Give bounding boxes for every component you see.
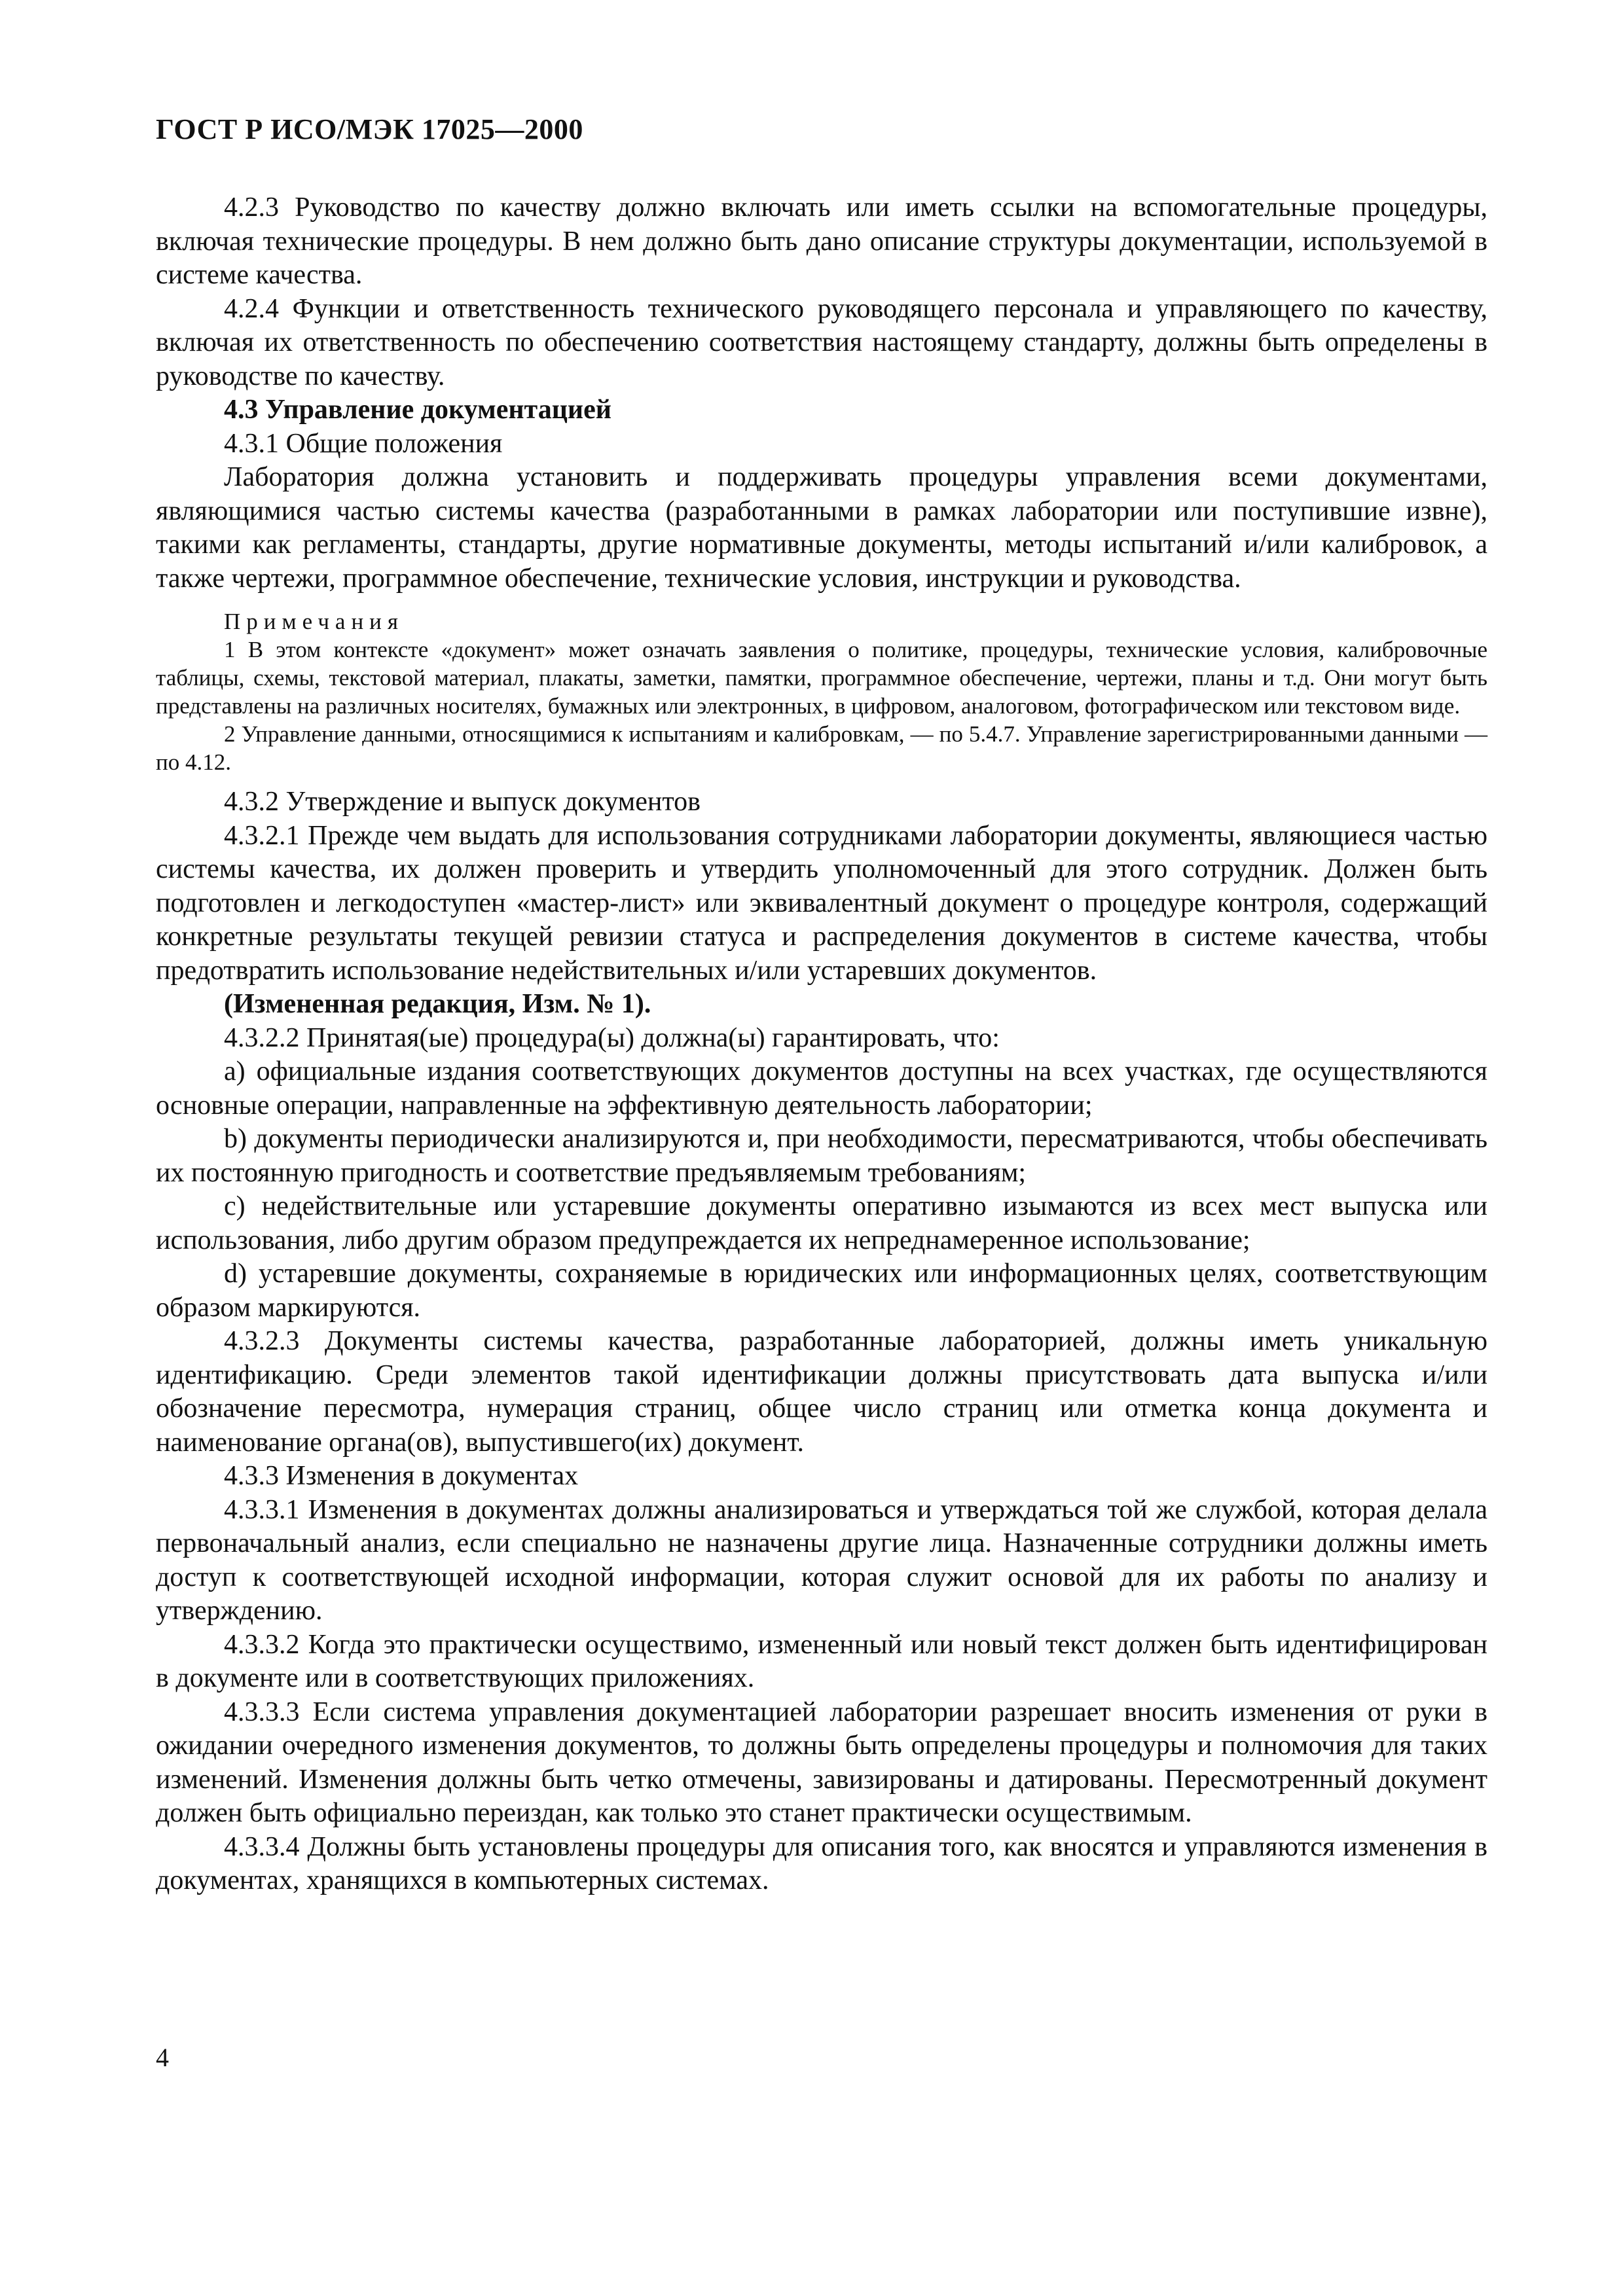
- list-item-c: с) недействительные или устаревшие документы оперативно изымаются из всех мест выпуска или использования, либо другим образом предупреждается их непреднамеренное использование;: [156, 1191, 1487, 1255]
- subsection-heading-4-3-3: 4.3.3 Изменения в документах: [224, 1461, 579, 1491]
- paragraph-4-3-3-1: 4.3.3.1 Изменения в документах должны анализироваться и утверждаться той же службой, которая делала первоначальный анализ, если специально не назначены другие лица. Назначенные сотрудники должны иметь доступ к соответствующей исходной информации, которая служит основой для их работы по анализу и утверждению.: [156, 1494, 1487, 1626]
- notes-block: [156, 607, 1487, 776]
- subsection-heading-4-3-2: 4.3.2 Утверждение и выпуск документов: [224, 787, 701, 817]
- list-item-b: b) документы периодически анализируются и, при необходимости, пересматриваются, чтобы обеспечивать их постоянную пригодность и соответствие предъявляемым требованиям;: [156, 1124, 1487, 1188]
- paragraph-4-3-3-3: 4.3.3.3 Если система управления документацией лаборатории разрешает вносить изменения от руки в ожидании очередного изменения документов, то должны быть определены процедуры и полномочия для таких изменений. Изменения должны быть четко отмечены, завизированы и датированы. Пересмотренный документ должен быть официально переиздан, как только это станет практически осуществимым.: [156, 1696, 1487, 1828]
- note-1: 1 В этом контексте «документ» может означать заявления о политике, процедуры, технические условия, калибровочные таблицы, схемы, текстовой материал, плакаты, заметки, памятки, программное обеспечение, чертежи, планы и т.д. Они могут быть представлены на различных носителях, бумажных или электронных, в цифровом, аналоговом, фотографическом или текстовом виде.: [156, 637, 1487, 719]
- paragraph-4-3-2-3: 4.3.2.3 Документы системы качества, разработанные лабораторией, должны иметь уникальную идентификацию. Среди элементов такой идентификации должны присутствовать дата выпуска и/или обозначение пересмотра, нумерация страниц, общее число страниц или отметка конца документа и наименование органа(ов), выпустившего(их) документ.: [156, 1326, 1487, 1458]
- paragraph-4-2-4: 4.2.4 Функции и ответственность технического руководящего персонала и управляющего по качеству, включая их ответственность по обеспечению соответствия настоящему стандарту, должны быть определены в руководстве по качеству.: [156, 293, 1487, 391]
- section-heading-4-3: 4.3 Управление документацией: [224, 395, 611, 425]
- amendment-note: (Измененная редакция, Изм. № 1).: [224, 989, 651, 1019]
- paragraph-4-3-3-2: 4.3.3.2 Когда это практически осуществимо, измененный или новый текст должен быть идентифицирован в документе или в соответствующих приложениях.: [156, 1629, 1487, 1693]
- document-header: ГОСТ Р ИСО/МЭК 17025—2000: [156, 113, 583, 145]
- paragraph-4-3-2-2: 4.3.2.2 Принятая(ые) процедура(ы) должна(ы) гарантировать, что:: [224, 1022, 1000, 1053]
- paragraph-4-3-1: Лаборатория должна установить и поддерживать процедуры управления всеми документами, являющимися частью системы качества (разработанными в рамках лаборатории или поступившие извне), такими как регламенты, стандарты, другие нормативные документы, методы испытаний и/или калибровок, а также чертежи, программное обеспечение, технические условия, инструкции и руководства.: [156, 462, 1487, 594]
- list-item-a: а) официальные издания соответствующих документов доступны на всех участках, где осуществляются основные операции, направленные на эффективную деятельность лаборатории;: [156, 1056, 1487, 1121]
- subsection-heading-4-3-1: 4.3.1 Общие положения: [224, 428, 503, 459]
- document-body: [156, 191, 1487, 1898]
- paragraph-4-3-3-4: 4.3.3.4 Должны быть установлены процедуры для описания того, как вносятся и управляются изменения в документах, хранящихся в компьютерных системах.: [156, 1831, 1487, 1895]
- note-2: 2 Управление данными, относящимися к испытаниям и калибровкам, — по 5.4.7. Управление зарегистрированными данными — по 4.12.: [156, 721, 1487, 775]
- notes-title: Примечания: [224, 609, 405, 634]
- page-number: 4: [156, 2043, 169, 2072]
- paragraph-4-2-3: 4.2.3 Руководство по качеству должно включать или иметь ссылки на вспомогательные процедуры, включая технические процедуры. В нем должно быть дано описание структуры документации, используемой в системе качества.: [156, 192, 1487, 290]
- paragraph-4-3-2-1: 4.3.2.1 Прежде чем выдать для использования сотрудниками лаборатории документы, являющиеся частью системы качества, их должен проверить и утвердить уполномоченный для этого сотрудник. Должен быть подготовлен и легкодоступен «мастер-лист» или эквивалентный документ о процедуре контроля, содержащий конкретные результаты текущей ревизии статуса и распределения документов в системе качества, чтобы предотвратить использование недействительных и/или устаревших документов.: [156, 820, 1487, 986]
- list-item-d: d) устаревшие документы, сохраняемые в юридических или информационных целях, соответствующим образом маркируются.: [156, 1259, 1487, 1323]
